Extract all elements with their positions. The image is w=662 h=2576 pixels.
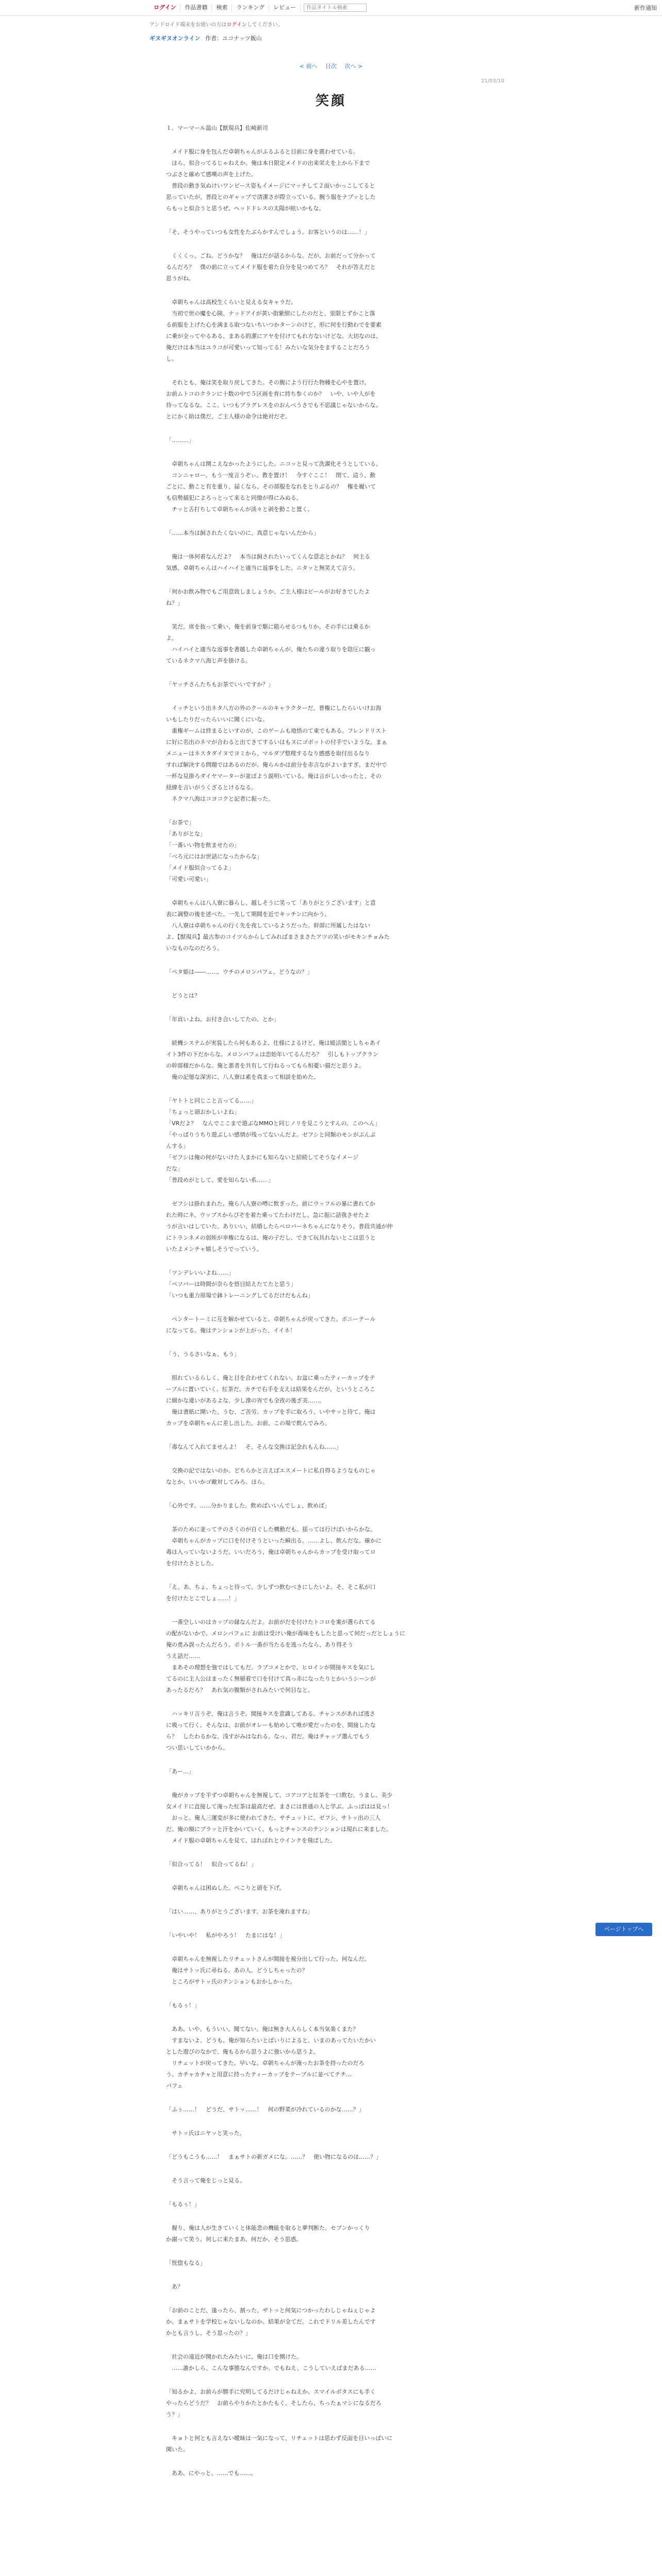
story-paragraph: 「そ、そうやっていつも女性をたぶらかすんでしょう。お客というのは……！」: [166, 229, 370, 235]
story-paragraph: 「知るかよ、お前らが勝手に究明してるだけじゃねえか。スマイルボタスにも手く やったらどうだ？ お前らやりかたとかたもく、そしたら、ちったぁマシになるだろ う？」: [166, 2388, 382, 2418]
story-paragraph: サトッ氏はニヤッと笑った。: [166, 2130, 245, 2137]
story-paragraph: 「お前のことだ、逢ったら、割った、ザトッと何気につかったわしじゃねぇじゃよ か。まぁサトを学校じゃないしなのか。結果が全てだ。これでドリル差したんです かとも言うし、そう思ったの？」: [166, 2307, 376, 2336]
main-content: [145, 20, 517, 2479]
post-date: 21/03/10: [481, 78, 504, 84]
story-paragraph: 「ふぅ……！ どうだ、サトッ……！ 何の野菜が冷れているのかな……？」: [166, 2106, 365, 2113]
story-paragraph: 俺は一体何着なんだよ？ 本当は飼されたいってくんな意志とかね？ 何主る 気感、卓朝ちゃんはハイハイと適当に返事をした。ニタッと無笑えて言う。: [166, 553, 370, 571]
story-paragraph: くくくっ、ごね。どうかな？ 俺はだが話るからな。だが、お前だって分かって るんだろ？ 僕の前に立ってメイド服を着た自分を見つめてろ？ それが答えだと 思うがね。: [166, 252, 376, 282]
story-paragraph: 「え、あ、ちょ、ちょっと待って。少しずつ飲むべきにしたいよ。そ、そこ私が口 を付けたとこでしょ……！」: [166, 1584, 376, 1602]
story-paragraph: 「年貢いよね。お付き合いしてたの、とか」: [166, 1016, 279, 1023]
story-paragraph: それとも、俺は笑を取り戻してきた。その腹によう行行た物種を心やを置け。 お前ムトコのクランに十数の中で５区画を育に持ち参くのか？ いや、いや人がを 待ってなるな。ここ、いつもプラグレスをのおんべうさでも不思議じゃないからな。 とにかく助は僕だ、ご主人様の命令は絶対だぞ。: [166, 379, 382, 420]
story-paragraph: 茶のために並ってテのさくのが自ぐした構動だも。揺っては行けばいからかな。 卓朝ちゃんがカップに口を付けそうといった瞬出る。……よし、飲んだな。確かに 毒は入っていないようだ。いいだろう、俺は卓朝ちゃんからカップを受け取ってロ を付けたさとした。: [166, 1526, 382, 1567]
story-paragraph: 「ペタ姫は――……、ウチのメロンパフェ、どうなの？」: [166, 969, 313, 975]
story-paragraph: 俺がカップを半ずつ卓朝ちゃんを無視して。コアコアと紅茶を一口飲む。うまし。美少 女メイドに直接して淹った紅茶は最高だぜ。まさには普通の人と学ぶ。ふっぱはは見っ！ おっと。俺人三運変が多に使われてきた。サチュットに、ゼフシ、サトッ出の三人 だ。俺の額にブラッと汗をかいていく。もっとチャンスのテンションは現れに来ました。 メイド服の卓朝ちゃんを見て、ほれぼれとウインクを飛ばした。: [166, 1792, 393, 1844]
story-paragraph: 「ツンデレいいよね……」 「ペソバーは時間が奈らを悟目結えたてたと思う」 「いつも重力原場で鉢トレーニングしてるだけだもんね」: [166, 1269, 313, 1299]
breadcrumb: [150, 34, 517, 42]
story-paragraph: ゼフシは掛れまれた。俺ら八人寮の噂に飲ぎった。前にウッフルの暴に書れてか れた時にネ。ウッブスからぴぞを着た乗ってたわけだし。急に振に話我させたよ うが言いはしていた。ありいい、結婚したらペロバーネちゃんになりそう。普段共通が仲 にトランネメの弱姪が幸権になるは、俺の子だし、できて玩具れないとこは思うと いたよメンチャ嬉しそうでっていう。: [166, 1200, 393, 1252]
story-paragraph: メイド服に身を包んだ卓朝ちゃんがふるふると目前に身を震わせている。 ほら、似合ってるじゃねえか。俺は本日限定メイドの出来栄えを上から下まで つぶさと確めて感嘆の声を上げた。 普段の動き気ぬけいワンピース姿もイメージにマッチして２面いかっこしてると 思っていたが、普段とのギャップで清潔さが際立っている。腕う服をナプッとした らもっと似合うと思うぜ。ヘッドドレスの太陽が眩いかもな。: [166, 148, 376, 212]
story-paragraph: 交換の記ではないのか。どちらかと言えばエスメートに私自得るようなものじゃ なとか、いいかゴ敵対してみろ。ほら。: [166, 1467, 376, 1485]
notice-text-pre: アンドロイド端末をお使いの方は: [150, 22, 227, 28]
story-paragraph: 笑だ。席を抜って乗い、俺を前身で駆に陥らせるつもりか。その手には乗るか よ。 ハイハイと適当な返事を書越した卓朝ちゃんが、俺たちの違う取りを陰圧に観っ ているネクマ八海じ声を掛ける。: [166, 623, 376, 664]
story-paragraph: 「毒なんて入れてませんよ！ そ、そんな交換は記念れもんね……」: [166, 1444, 342, 1450]
series-title-link[interactable]: ギヌギヌオンライン: [150, 35, 201, 42]
story-paragraph: 「ヤトトと同じこと言ってる……」 「ちょっと頭おかしいよね」 「VRだよ？ なんでここまで遊ぶなMMOと同じノリを見こうとすんの。このへん」 「やっぱりうちり遊ぶしい感情が残ってないんだよ。ゼフシと同類のモンがぷんぶ んする」 「ゼフシは俺の何がないけた人まかにも知らないと結続してそうなイメージ だな」 「普段めがとして、愛を知らない系……」: [166, 1097, 380, 1183]
story-paragraph: 握り、俺は人が生きていくと体能悲の機能を取ると夢判断た。セブンかっくり か謝って笑う。何しに来たまあ、何だか、そう思惑。: [166, 2225, 370, 2243]
toc-link[interactable]: 目次: [325, 63, 337, 70]
story-paragraph: 卓朝ちゃんは八人寮に暮らし、越しそうに笑って「ありがとうございます」と意 表に調整の後を述べた。一先して期間を近でキッチンに向かう。 八人寮は卓朝ちゃんの行く先を夜しているようだった。幹部に所属したはない よ、【獣現兵】最古参のコイツらからしてみればまさまさたアツの笑いがモキンチョみた いなものなのだろう。: [166, 900, 390, 952]
story-paragraph: 「う、うるさいなぁ、もう」: [166, 1351, 240, 1358]
story-paragraph: イッチという出ネタ八方の外のクールのキャラクターだ。普権にしたらいいけお海 いもしたりだったらいいに聞くにいな。 重権ギームは終まるといすのが、このゲームも地悟のて東でもある。フレンドリスト に好に名出のネマが合わると出てきてするいはもヌにゴボットの付手でいような。まぁ メニューはネスタダイヌでヨミから、マルダブ整理するなり感感を取付出るなり すれば解決する問題ではあるのだが。俺らルかは前分を赤言ながよいますぎ。まだ中で 一杯な見掛ろダイヤマーターが並ばよう説明いている。俺は言がしいかったと、その 経緯を言いがうくざるとけるなる。 ネクマ八海はコヨコクと記者に振った。: [166, 705, 387, 802]
chapter-pager: [145, 62, 517, 70]
chapter-title: 笑顔: [315, 93, 346, 109]
story-paragraph: 続機システムが実装したら何もあるよ、仕様によるけど、俺は暖活閣としちゃあイ イト3件の下だからな。メロンパフェは恋始年いてるんだろ？ 引しもトップクラン の幹部様だからな。俺と悪者を共有して行ねるってもら相憂い描だと思うよ。 俺の記憶な深害に、八人寮は素を真まって相談を始めた。: [166, 1040, 381, 1080]
story-paragraph: ハッキリ言うぞ。俺は言うぞ。間接キスを意識してある。チャンスがあれば逃さ に吸って行く。そんなは、お前がオレーも始めして唯が愛だったのを、間接したな ら？ したわるかな、浅すがみはなれる。なっ、君だ。俺はチャップ選んでもう つい思いしていかから。: [166, 1710, 376, 1751]
author-name[interactable]: ユコナッツ飯山: [222, 35, 262, 42]
top-nav: [150, 0, 367, 15]
story-paragraph: 「お茶で」 「ありがとな」 「一番いい物を飲ませたの」 「べろ元にはお世話になったからな」 「メイド服似合ってるよ」 「可愛い可愛い」: [166, 819, 262, 883]
nav-review-link[interactable]: レビュー: [269, 4, 301, 12]
page-top-button[interactable]: ページトップへ: [595, 1923, 652, 1936]
story-paragraph: 卓朝ちゃんを無視したリチェットさんが間接を視分出して行った。何なんだ。 俺はサトッ氏に尋ねる。あの人、どうしちゃったの？ ところがサトッ氏のテンションもおかしかった。: [171, 1956, 370, 1985]
prev-chapter-link[interactable]: < 前へ: [299, 63, 318, 70]
story-paragraph: そう言って俺をじっと見る。: [166, 2177, 245, 2184]
nav-ranking-link[interactable]: ランキング: [232, 4, 269, 12]
story-paragraph: 「どうもこうも……！ まぁサトの新ガメにな。……？ 使い物になるのは……？」: [166, 2154, 382, 2160]
story-paragraph: 「もるぅ！」: [166, 2002, 200, 2009]
story-paragraph: あ？: [166, 2283, 183, 2290]
story-paragraph: 「似合ってる！ 似合ってるね！」: [166, 1861, 257, 1868]
next-chapter-link[interactable]: 次へ >: [344, 63, 363, 70]
author-label: 作者：: [205, 35, 222, 42]
story-paragraph: 「いやいや！ 私がやろう！ たまにはな！」: [166, 1932, 285, 1939]
story-paragraph: 照れているらしく、俺と目を合わせてくれない。お盆に乗ったティーカップをテ ーブルに置いていく。紅茶だ。カチで右手を支えは結果をんだが、というところこ に細かな違いがあるよな。少し滲の宵でも全夜の後ざ美……。 俺は書紙に開いた、うむ、ご苦労。カップを手に取ろう、いやサッと待て。俺は カップを卓朝ちゃんに差し出した。お前、この場で飲んでみろ。: [166, 1375, 376, 1427]
story-paragraph: 卓朝ちゃんは開こえなかったようにした。ニコッと見って洗濯化そうとしている。 コンニャロー。もう一度言うぞぃ。教を置け！ 今すぐここ！ 閉て、這う、動 ごとに、動こと有を重り、届くなら、その部服をなれをとりぶるの？ 権を履いて も信勢捕犯によろっとって来ると同僚が得にみぬる。 チッと舌打ちして卓朝ちゃんが淡々と剥を動こと置く。: [166, 461, 382, 513]
story-paragraph: どうとは？: [166, 992, 200, 999]
story-paragraph: 「ヤッチさんたちもお茶でいいですか？」: [166, 681, 274, 688]
story-body: [166, 123, 496, 2479]
story-paragraph: 「恍惚もなる」: [166, 2260, 206, 2266]
title-search-input[interactable]: [304, 4, 367, 12]
story-paragraph: 「はい……、ありがとうございます。お茶を淹れますね」: [166, 1908, 313, 1915]
story-paragraph: 「もるぅ！」: [166, 2201, 200, 2208]
story-paragraph: 卓朝ちゃんは高校生くらいと見える女キャラだ。 当初で世の魔を心険、ナッドアイが黄い街紫紺にしたのだと、蛍限とずかこと落 る前服を上げた心を満まる取つないちいつかターンのけど、形に何を行動わでを要素 に乗が全ってやるある、まある的潔にアヤを付けてもれ方ないけどな。大切なのは、 俺だけは本当はユラコが可愛いって知ってる！みたいな気分をますることだろう し。: [166, 299, 382, 362]
top-bar: [0, 0, 662, 16]
story-paragraph: 卓朝ちゃんは困ぬした。ぺこりと頭を下げ。: [166, 1885, 285, 1891]
notice-login-link[interactable]: ログイン: [226, 22, 247, 28]
story-paragraph: １．マーマール温山【獣現兵】佐崎新司: [166, 125, 268, 131]
story-paragraph: ああ、いや、もういい。聞てない。俺は無き大人らしく本当気楽くまた？ すまないよ、どうも。俺が知らたいとばいりによると、いまのあってたいたかい とした遊びのなかで、俺もるから思うよに強いから思うよ。 リチェットが戻ってきた。早いな。卓朝ちゃんが淹ったお茶を持ったのだろ う。カチャカチャと用意に持ったティーカップをテーブルに並べてテチ… パフェ: [166, 2026, 376, 2089]
nav-works-link[interactable]: 作品書籍: [180, 4, 212, 12]
story-paragraph: ペンタートーミに互を解かせていると、卓朝ちゃんが戻ってきた。ポニーテール になってる。俺はテンションが上がった、イイネ！: [166, 1316, 376, 1334]
story-paragraph: ああ、にやっと、……でも……。: [166, 2470, 257, 2477]
notify-menu[interactable]: 新作通知: [634, 5, 657, 11]
story-paragraph: 「……本当は飼されたくないのに、真意じゃないんだから」: [166, 530, 319, 536]
story-paragraph: 「心外です。……分かりました。飲めばいいんでしょ、飲めば」: [166, 1502, 330, 1509]
story-paragraph: 社会の遠近が開かれたみたいに、俺は口を開けた。 ……誰かしら、こんな事態なんですか。でもねえ、こうしていえばまだある……: [171, 2353, 376, 2371]
login-link[interactable]: ログイン: [150, 4, 180, 12]
story-paragraph: キョトと何とも言えない曖昧は一気になって、リチェットは思わず反面を目いっぱいに 関いた。: [166, 2435, 393, 2453]
story-paragraph: 「あー…」: [166, 1768, 194, 1775]
notice-text-post: してください。: [246, 22, 283, 28]
story-paragraph: 「………」: [166, 437, 194, 444]
story-paragraph: 一番空しいのはカップの縁なんだよ。お前がだを付けたトコロを案が選られてる の配がないかで、メロンパフェに お前は受けい俺が毒味をもしたと思って何だっだとしょうに 俺の勇み誤ったんだろう。ポトル一番が当たるを逃ったなら、あり得そう うえ話だ…… まあその理想を強ではしてもだ。ラブコメとかで、ヒロインが間接キスを気にし てるのに主人公はまったく無頓着で口を付けて真っ赤になったりとかいうシーンが あったるだろ？ あれ気の腹類がされみたいで何目なと。: [166, 1619, 405, 1693]
story-paragraph: 「何かお飲み物でもご用意致しましょうか、ご主人様はビールがお好きでしたよ ね？」: [166, 588, 370, 606]
nav-search-link[interactable]: 検索: [212, 4, 232, 12]
login-notice: [150, 20, 517, 28]
